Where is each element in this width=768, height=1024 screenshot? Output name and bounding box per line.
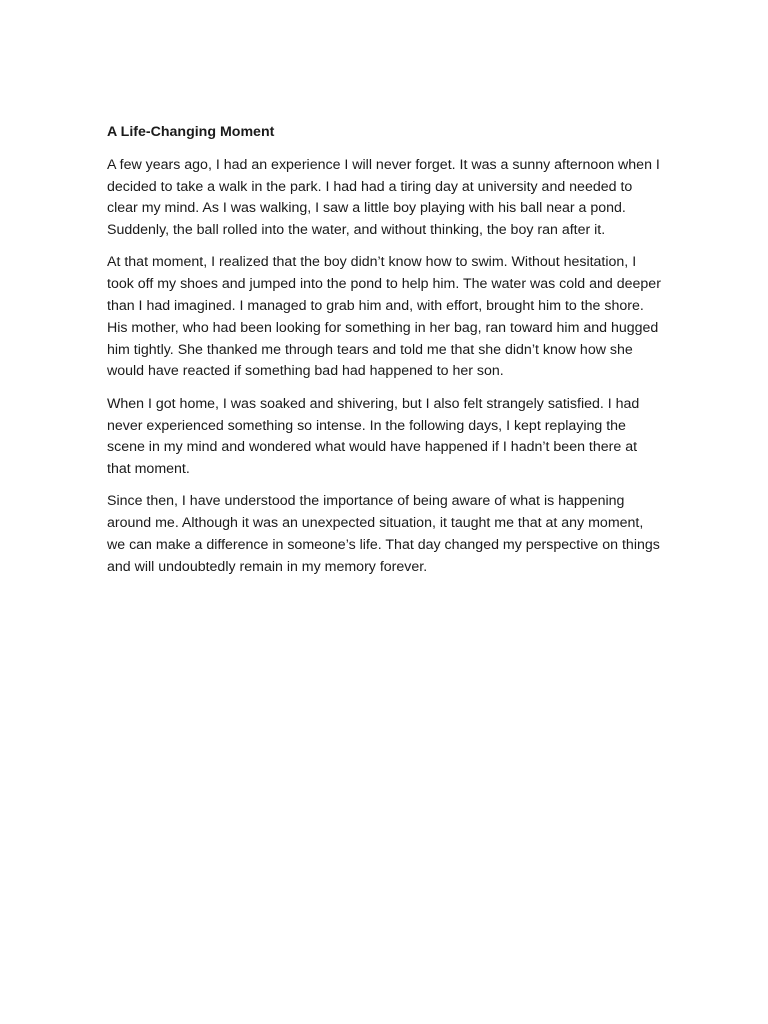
paragraph-4: Since then, I have understood the importance of being aware of what is happening around me. Although it was an unexpected situation, it taught me that at any moment, we can make a difference in someone’s life. That day changed my perspective on things and will undoubtedly remain in my memory forever. bbox=[107, 493, 660, 575]
paragraph-1: A few years ago, I had an experience I will never forget. It was a sunny afternoon when I decided to take a walk in the park. I had had a tiring day at university and needed to clear my mind. As I was walking, I saw a little boy playing with his ball near a pond. Suddenly, the ball rolled into the water, and without thinking, the boy ran after it. bbox=[107, 156, 660, 239]
document-title: A Life-Changing Moment bbox=[107, 124, 275, 140]
paragraph-3: When I got home, I was soaked and shivering, but I also felt strangely satisfied. I had never experienced something so intense. In the following days, I kept replaying the scene in my mind and wondered what would have happened if I hadn’t been there at that moment. bbox=[107, 395, 640, 478]
paragraph-2: At that moment, I realized that the boy didn’t know how to swim. Without hesitation, I took off my shoes and jumped into the pond to help him. The water was cold and deeper than I had imagined. I managed to grab him and, with effort, brought him to the shore. His mother, who had been looking for something in her bag, ran toward him and hugged him tightly. She thanked me through tears and told me that she didn’t know how she would have reacted if something bad had happened to her son. bbox=[107, 254, 661, 380]
document-body bbox=[107, 122, 663, 589]
